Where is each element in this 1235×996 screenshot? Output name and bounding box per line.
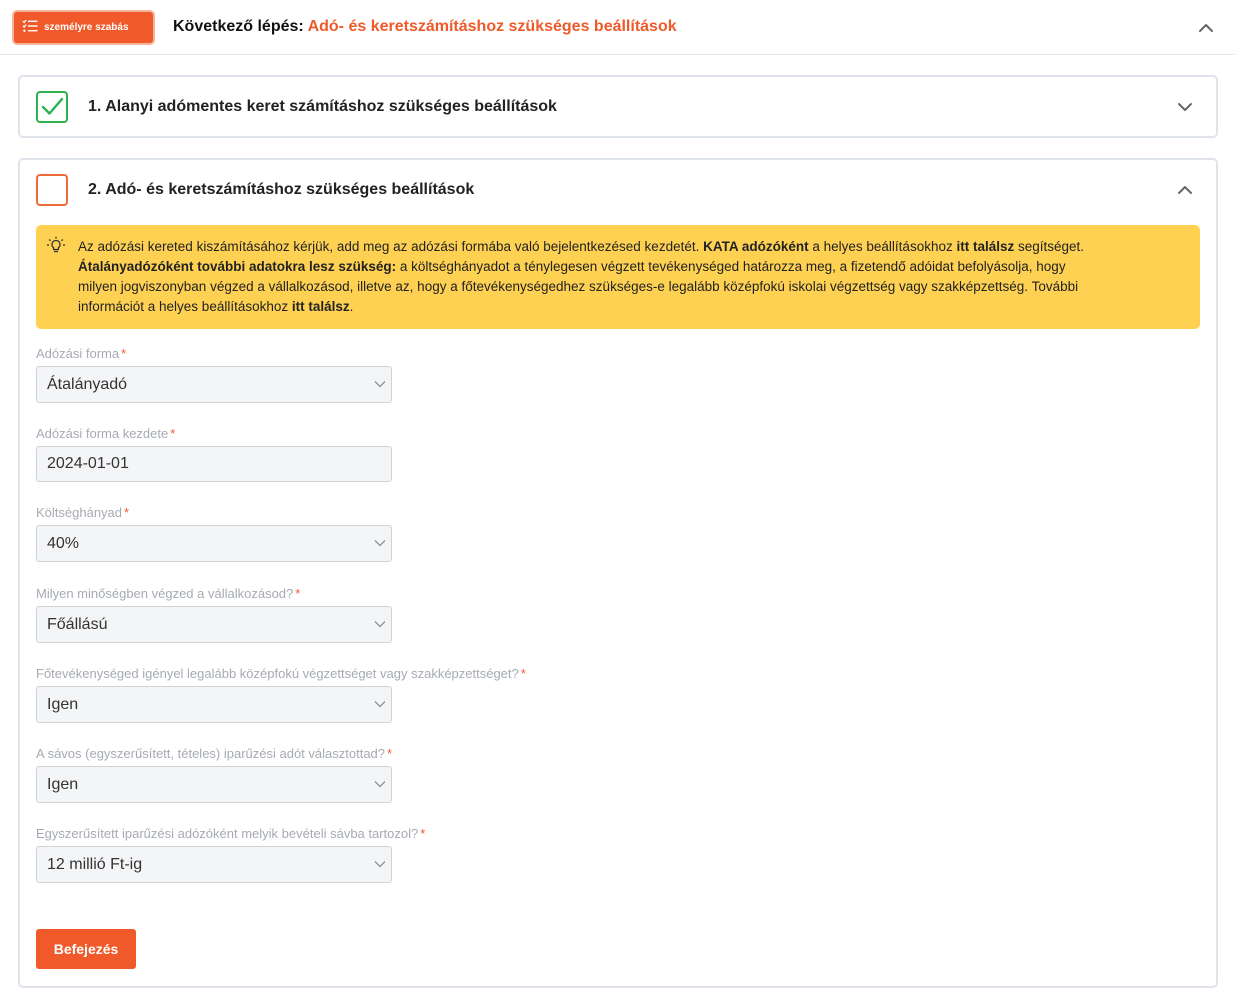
chevron-down-icon (373, 699, 387, 709)
required-mark: * (121, 346, 127, 361)
section-1-header[interactable] (20, 77, 1216, 137)
info-notice (36, 225, 1200, 329)
section-1-checkbox (36, 91, 68, 123)
notice-text: a költséghányadot a ténylegesen végzett tevékenységed határozza meg, a fizetendő adóidat befolyásolja, hogy (399, 259, 1066, 274)
section-2-header[interactable] (20, 160, 1216, 220)
notice-line-4 (78, 297, 1180, 317)
checklist-icon (22, 19, 38, 36)
cost-ratio-field (36, 505, 392, 562)
tax-form-start-field (36, 426, 392, 482)
field-label: A sávos (egyszerűsített, tételes) iparűzési adót választottad? * (36, 746, 393, 761)
notice-text: információt a helyes beállításokhoz (78, 299, 289, 314)
notice-bold-atalany: Átalányadózóként további adatokra lesz szükség: (78, 259, 397, 274)
notice-line-1 (78, 237, 1180, 257)
next-step-heading (173, 18, 677, 36)
qualification-required-field (36, 666, 526, 723)
select-value: 12 millió Ft-ig (47, 856, 143, 873)
collapse-chevron-up-icon[interactable] (1196, 19, 1216, 37)
notice-link-more-info[interactable]: itt találsz (291, 299, 350, 314)
next-step-prefix: Következő lépés: (173, 18, 304, 35)
required-mark: * (124, 505, 130, 520)
notice-text: segítséget. (1018, 239, 1085, 254)
notice-text: milyen jogviszonyban végzed a vállalkozásod, illetve az, hogy a főtevékenységedhez szükséges-e legalább középfokú iskolai végzettség vagy szakképzettség. További (78, 279, 1079, 294)
notice-text: a helyes beállításokhoz (812, 239, 953, 254)
required-mark: * (520, 666, 526, 681)
required-mark: * (295, 586, 301, 601)
tax-form-start-input[interactable] (36, 446, 392, 482)
top-bar (0, 0, 1235, 55)
expand-chevron-down-icon[interactable] (1176, 99, 1194, 115)
personalize-label: személyre szabás (44, 22, 129, 33)
chevron-down-icon (373, 859, 387, 869)
notice-bold-kata: KATA adózóként (703, 239, 809, 254)
collapse-chevron-up-icon[interactable] (1176, 182, 1194, 198)
check-icon (39, 94, 65, 120)
section-1-card (18, 75, 1218, 138)
personalize-button[interactable] (14, 12, 153, 43)
select-value: Átalányadó (47, 376, 128, 393)
select-value: Igen (47, 776, 79, 793)
section-1-title: 1. Alanyi adómentes keret számításhoz szükséges beállítások (88, 98, 557, 115)
section-2-title: 2. Adó- és keretszámításhoz szükséges beállítások (88, 181, 475, 198)
notice-line-3 (78, 277, 1180, 297)
select-value: Igen (47, 696, 79, 713)
notice-text: Az adózási kereted kiszámításához kérjük, add meg az adózási formába való bejelentkezésed kezdetét. (78, 239, 700, 254)
business-capacity-field (36, 586, 392, 643)
next-step-title: Adó- és keretszámításhoz szükséges beállítások (307, 18, 677, 35)
revenue-band-select[interactable] (36, 846, 392, 883)
business-capacity-select[interactable] (36, 606, 392, 643)
field-label: Adózási forma kezdete * (36, 426, 176, 441)
notice-line-2 (78, 257, 1180, 277)
required-mark: * (420, 826, 426, 841)
tax-form-field (36, 346, 392, 403)
tax-form-select[interactable] (36, 366, 392, 403)
required-mark: * (387, 746, 393, 761)
select-value: 40% (47, 535, 80, 552)
field-label: Adózási forma * (36, 346, 127, 361)
cost-ratio-select[interactable] (36, 525, 392, 562)
chevron-down-icon (373, 379, 387, 389)
notice-link-kata-help[interactable]: itt találsz (956, 239, 1015, 254)
section-2-card (18, 158, 1218, 988)
qualification-required-select[interactable] (36, 686, 392, 723)
select-value: Főállású (47, 616, 108, 633)
required-mark: * (170, 426, 176, 441)
section-2-checkbox (36, 174, 68, 206)
field-label: Főtevékenységed igényel legalább középfokú végzettséget vagy szakképzettséget? * (36, 666, 526, 681)
flat-business-tax-field (36, 746, 392, 803)
field-label: Költséghányad * (36, 505, 130, 520)
notice-text: . (349, 299, 354, 314)
chevron-down-icon (373, 779, 387, 789)
revenue-band-field (36, 826, 426, 883)
lightbulb-icon (46, 236, 66, 262)
chevron-down-icon (373, 619, 387, 629)
field-label: Milyen minőségben végzed a vállalkozásod? * (36, 586, 301, 601)
chevron-down-icon (373, 538, 387, 548)
flat-business-tax-select[interactable] (36, 766, 392, 803)
input-value: 2024-01-01 (47, 455, 129, 472)
field-label: Egyszerűsített iparűzési adózóként melyik bevételi sávba tartozol? * (36, 826, 426, 841)
finish-button[interactable]: Befejezés (36, 929, 136, 969)
